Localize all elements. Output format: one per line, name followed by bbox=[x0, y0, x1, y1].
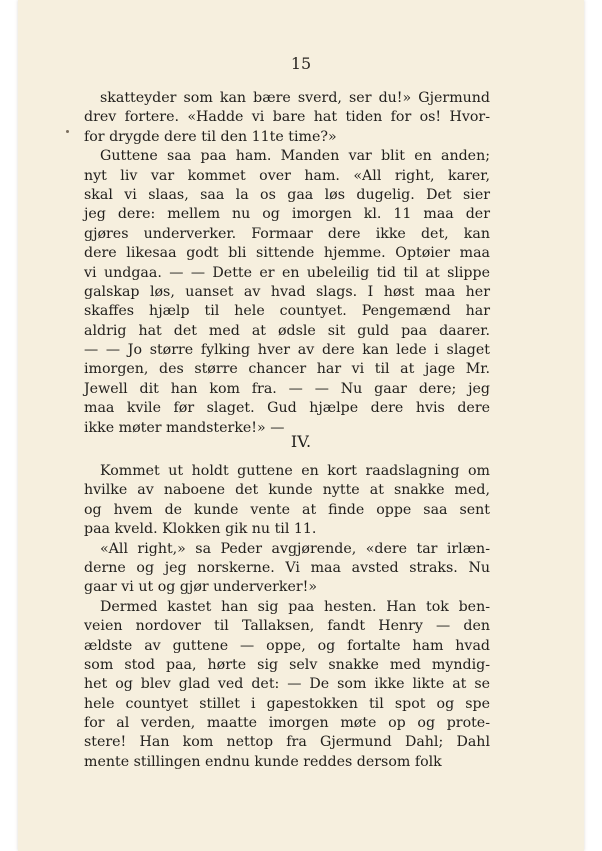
text-line: aldrig hat det med at ødsle sit guld paa daarer. bbox=[84, 322, 490, 339]
paragraph bbox=[84, 598, 490, 773]
text-line: stere! Han kom nettop fra Gjermund Dahl; Dahl bbox=[84, 734, 490, 751]
text-line: og hvem de kunde vente at finde oppe saa sent bbox=[84, 501, 490, 518]
margin-mark bbox=[66, 130, 69, 133]
text-line: hvilke av naboene det kunde nytte at snakke med, bbox=[84, 482, 490, 499]
text-block-top bbox=[84, 89, 490, 438]
text-line: jeg dere: mellem nu og imorgen kl. 11 maa der bbox=[84, 206, 490, 223]
text-line: mente stillingen endnu kunde reddes dersom folk bbox=[84, 753, 442, 770]
text-block-bottom bbox=[84, 462, 490, 772]
text-line: Guttene saa paa ham. Manden var blit en anden; bbox=[100, 148, 490, 165]
text-line: ældste av guttene — oppe, og fortalte ham hvad bbox=[84, 637, 490, 654]
paragraph bbox=[84, 147, 490, 438]
paragraph bbox=[84, 462, 490, 540]
book-page bbox=[18, 0, 584, 851]
paragraph bbox=[84, 540, 490, 598]
text-line: gjøres underverker. Formaar dere ikke det, kan bbox=[84, 225, 490, 242]
text-line: skaffes hjælp til hele countyet. Pengemænd har bbox=[84, 303, 490, 320]
text-line: — — Jo større fylking hver av dere kan lede i slaget bbox=[84, 342, 490, 359]
text-line: Kommet ut holdt guttene en kort raadslagning om bbox=[100, 463, 490, 479]
text-line: nyt liv var kommet over ham. «All right, karer, bbox=[84, 167, 490, 184]
text-line: paa kveld. Klokken gik nu til 11. bbox=[84, 521, 317, 538]
text-line: derne og jeg norskerne. Vi maa avsted straks. Nu bbox=[84, 559, 490, 576]
text-line: imorgen, des større chancer har vi til at jage Mr. bbox=[84, 361, 490, 378]
section-heading: IV. bbox=[290, 432, 312, 451]
text-line: vi undgaa. — — Dette er en ubeleilig tid til at slippe bbox=[84, 264, 490, 281]
text-line: ikke møter mandsterke!» — bbox=[84, 419, 285, 436]
text-line: «All right,» sa Peder avgjørende, «dere tar irlæn- bbox=[100, 540, 490, 557]
text-line: hele countyet stillet i gapestokken til spot og spe bbox=[84, 695, 490, 712]
text-line: veien nordover til Tallaksen, fandt Henry — den bbox=[84, 618, 490, 635]
text-line: for drygde dere til den 11te time?» bbox=[84, 128, 337, 145]
text-line: drev fortere. «Hadde vi bare hat tiden for os! Hvor- bbox=[84, 109, 490, 126]
text-line: som stod paa, hørte sig selv snakke med myndig- bbox=[84, 656, 490, 673]
text-line: for al verden, maatte imorgen møte op og prote- bbox=[84, 715, 490, 732]
text-line: gaar vi ut og gjør underverker!» bbox=[84, 579, 318, 596]
text-line: galskap løs, uanset av hvad slags. I høst maa her bbox=[84, 283, 490, 300]
text-line: maa kvile før slaget. Gud hjælpe dere hvis dere bbox=[84, 400, 490, 417]
text-line: Jewell dit han kom fra. — — Nu gaar dere; jeg bbox=[84, 380, 490, 397]
text-line: dere likesaa godt bli sittende hjemme. Optøier maa bbox=[84, 245, 490, 262]
text-line: Dermed kastet han sig paa hesten. Han tok ben- bbox=[100, 598, 490, 615]
page-number: 15 bbox=[290, 54, 312, 73]
text-line: skatteyder som kan bære sverd, ser du!» Gjermund bbox=[100, 90, 490, 106]
text-line: het og blev glad ved det: — De som ikke likte at se bbox=[84, 676, 490, 693]
text-line: skal vi slaas, saa la os gaa løs dugelig. Det sier bbox=[84, 186, 490, 203]
paragraph bbox=[84, 89, 490, 147]
